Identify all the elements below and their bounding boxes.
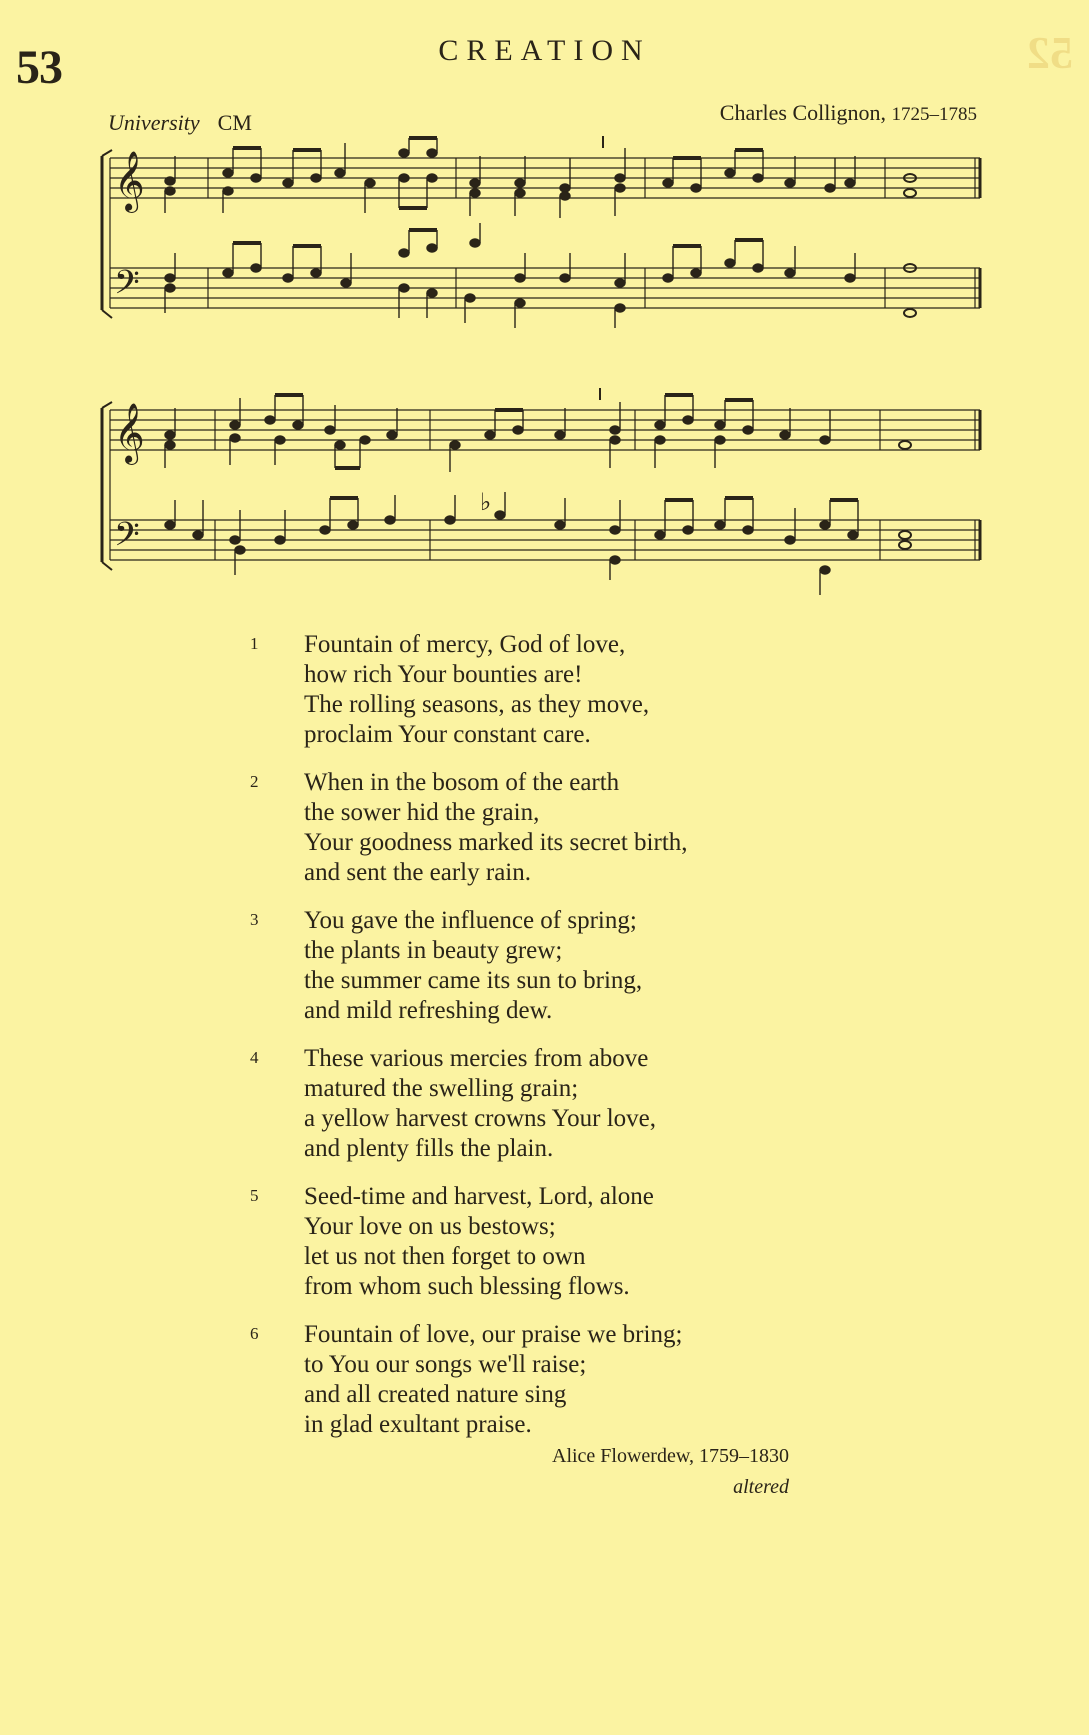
verse-line: Fountain of love, our praise we bring; [304,1321,683,1348]
verse [250,906,850,1026]
verse-line: Your goodness marked its secret birth, [304,829,688,856]
section-title: CREATION [438,34,651,67]
svg-text:♭: ♭ [480,488,492,516]
verse-line: proclaim Your constant care. [304,721,591,748]
verse-line: the sower hid the grain, [304,799,540,826]
verse-line: how rich Your bounties are! [304,661,583,688]
verse-line: in glad exultant praise. [304,1411,532,1438]
composer-credit [720,100,977,126]
verse-line: When in the bosom of the earth [304,769,620,796]
verse-line: Fountain of mercy, God of love, [304,631,626,658]
verse-number: 2 [250,772,259,791]
composer-dates: 1725–1785 [891,104,977,125]
text-author: Alice Flowerdew, 1759–1830 [552,1445,789,1467]
verse-line: These various mercies from above [304,1045,649,1072]
tune-title: University [108,110,200,135]
composer-name: Charles Collignon, [719,100,886,125]
verse-line: from whom such blessing flows. [304,1273,630,1300]
verse-line: to You our songs we'll raise; [304,1351,587,1378]
verse-number: 6 [250,1324,259,1343]
verse [250,1182,850,1302]
verse [250,630,850,750]
altered-note: altered [733,1476,789,1498]
verse-number: 1 [250,634,259,653]
tune-meter: CM [217,110,252,135]
verse-line: matured the swelling grain; [304,1075,579,1102]
verse-line: The rolling seasons, as they move, [304,691,650,718]
svg-text:𝄢: 𝄢 [114,264,140,310]
verse [250,1320,850,1440]
verse-number: 5 [250,1186,259,1205]
bleed-through-page-number: 52 [1027,27,1073,78]
verse-line: and sent the early rain. [304,859,531,886]
hymn-number: 53 [16,41,62,94]
svg-text:𝄞: 𝄞 [114,403,145,463]
verse-line: Your love on us bestows; [304,1213,556,1240]
music-system-2 [0,380,1089,610]
music-system-1 [0,128,1089,358]
verse-line: the plants in beauty grew; [304,937,563,964]
verse-number: 3 [250,910,259,929]
verse-line: and plenty fills the plain. [304,1135,554,1162]
verse [250,1044,850,1164]
svg-text:𝄢: 𝄢 [114,516,140,562]
verse-line: and mild refreshing dew. [304,997,553,1024]
verse-line: a yellow harvest crowns Your love, [304,1105,657,1132]
verse-line: You gave the influence of spring; [304,907,637,934]
verse-line: Seed-time and harvest, Lord, alone [304,1183,654,1210]
verse [250,768,850,888]
verse-line: and all created nature sing [304,1381,567,1408]
verse-line: let us not then forget to own [304,1243,586,1270]
svg-text:𝄞: 𝄞 [114,151,145,211]
verse-number: 4 [250,1048,259,1067]
verse-line: the summer came its sun to bring, [304,967,643,994]
verses-list [250,630,850,1458]
